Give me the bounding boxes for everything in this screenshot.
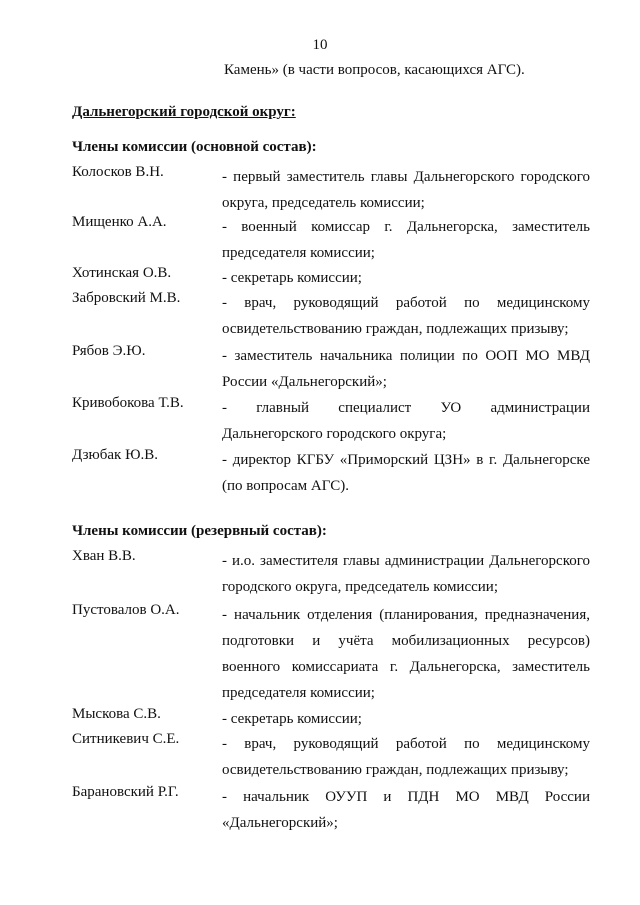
member-name: Колосков В.Н. (72, 164, 164, 180)
member-name: Ситникевич С.Е. (72, 731, 180, 747)
member-role-line: председателя комиссии; (222, 685, 375, 701)
member-name: Хван В.В. (72, 548, 136, 564)
member-name: Забровский М.В. (72, 290, 181, 306)
member-role-line: «Дальнегорский»; (222, 815, 338, 831)
member-role-line: подготовки и учёта мобилизационных ресурсов) (222, 633, 590, 649)
member-name: Хотинская О.В. (72, 265, 172, 281)
member-role (222, 395, 590, 447)
member-role-line: России «Дальнегорский»; (222, 374, 387, 390)
page-number: 10 (312, 37, 328, 53)
member-role-line: - и.о. заместителя главы администрации Дальнегорского (222, 553, 590, 569)
member-role-line: - врач, руководящий работой по медицинскому (222, 295, 590, 311)
member-role (222, 290, 590, 342)
member-role-line: (по вопросам АГС). (222, 478, 349, 494)
continuation-text: Камень» (в части вопросов, касающихся АГС). (224, 62, 525, 78)
member-role (222, 731, 590, 783)
member-role (222, 164, 590, 216)
member-role-line: освидетельствованию граждан, подлежащих призыву; (222, 321, 569, 337)
member-role-line: - начальник ОУУП и ПДН МО МВД России (222, 789, 590, 805)
member-role-line: - заместитель начальника полиции по ООП МО МВД (222, 348, 590, 364)
member-name: Пустовалов О.А. (72, 602, 180, 618)
member-role-line: - военный комиссар г. Дальнегорска, заместитель (222, 219, 590, 235)
member-role-line: - секретарь комиссии; (222, 711, 362, 727)
member-name: Барановский Р.Г. (72, 784, 179, 800)
member-role (222, 343, 590, 395)
member-role (222, 548, 590, 600)
member-role (222, 265, 590, 291)
member-role-line: - врач, руководящий работой по медицинскому (222, 736, 590, 752)
member-role (222, 447, 590, 499)
member-role-line: - главный специалист УО администрации (222, 400, 590, 416)
member-role (222, 784, 590, 836)
member-name: Рябов Э.Ю. (72, 343, 146, 359)
main-section-title: Члены комиссии (основной состав): (72, 139, 317, 155)
member-role-line: - секретарь комиссии; (222, 270, 362, 286)
member-role-line: городского округа, председатель комиссии; (222, 579, 498, 595)
district-title: Дальнегорский городской округ: (72, 104, 296, 120)
member-role (222, 706, 590, 732)
member-name: Мыскова С.В. (72, 706, 161, 722)
member-role-line: - первый заместитель главы Дальнегорского городского (222, 169, 590, 185)
member-name: Кривобокова Т.В. (72, 395, 184, 411)
member-name: Мищенко А.А. (72, 214, 167, 230)
member-role-line: председателя комиссии; (222, 245, 375, 261)
member-role-line: военного комиссариата г. Дальнегорска, заместитель (222, 659, 590, 675)
member-role-line: - директор КГБУ «Приморский ЦЗН» в г. Дальнегорске (222, 452, 590, 468)
reserve-section-title: Члены комиссии (резервный состав): (72, 523, 327, 539)
member-role-line: округа, председатель комиссии; (222, 195, 425, 211)
member-role-line: - начальник отделения (планирования, предназначения, (222, 607, 590, 623)
member-name: Дзюбак Ю.В. (72, 447, 158, 463)
member-role-line: Дальнегорского городского округа; (222, 426, 447, 442)
member-role (222, 602, 590, 706)
member-role (222, 214, 590, 266)
member-role-line: освидетельствованию граждан, подлежащих призыву; (222, 762, 569, 778)
